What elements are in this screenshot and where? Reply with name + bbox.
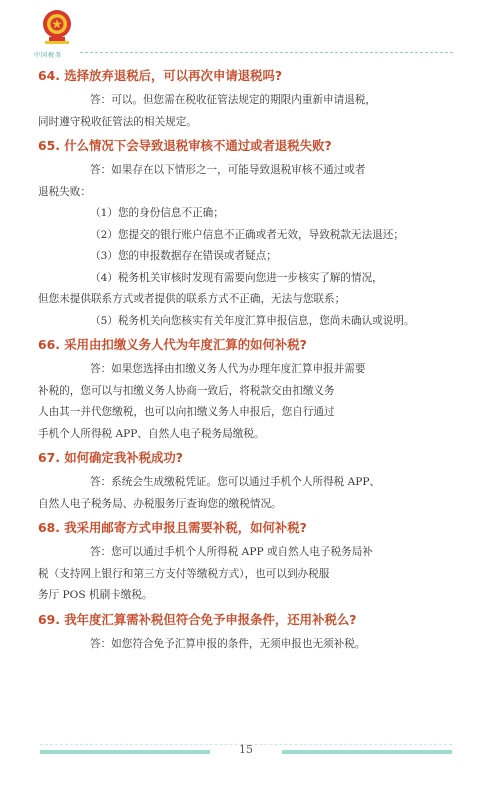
list-item: （1）您的身份信息不正确； [90,207,224,219]
answer-line: 答：如果存在以下情形之一，可能导致退税审核不通过或者 [90,164,366,176]
question-64: 64. 选择放弃退税后，可以再次申请退税吗? [38,68,283,83]
answer-line: 人由其一并代您缴税，也可以向扣缴义务人申报后，您自行通过 [38,406,335,418]
question-66: 66. 采用由扣缴义务人代为年度汇算的如何补税? [38,337,307,352]
answer-65 [38,160,458,332]
page-number: 15 [239,743,253,756]
answer-line: 补税的，您可以与扣缴义务人协商一致后，将税款交由扣缴义务 [38,384,335,397]
answer-line: 自然人电子税务局、办税服务厅查询您的缴税情况。 [38,497,282,510]
question-68: 68. 我采用邮寄方式申报且需要补税，如何补税? [38,520,307,535]
answer-64 [38,90,458,133]
emblem-caption: 中国税务 [34,52,63,59]
answer-line: 退税失败： [38,185,91,198]
answer-69 [38,634,458,656]
answer-line: 答：您可以通过手机个人所得税 APP 或自然人电子税务局补 [90,546,373,558]
answer-line: 答：如果您选择由扣缴义务人代为办理年度汇算申报并需要 [90,363,366,375]
answer-line: 务厅 POS 机刷卡缴税。 [38,589,153,601]
footer-bar-left [40,750,210,754]
footer-bar-right [282,750,452,754]
page-header [0,0,493,62]
national-emblem-icon [40,8,74,48]
answer-line: 答：系统会生成缴税凭证。您可以通过手机个人所得税 APP、 [90,476,381,488]
answer-line: 同时遵守税收征管法的相关规定。 [38,115,197,128]
header-divider [80,52,453,53]
answer-line: 税（支持网上银行和第三方支付等缴税方式），也可以到办税服 [38,567,330,580]
answer-67 [38,472,458,515]
question-67: 67. 如何确定我补税成功? [38,450,183,465]
answer-line: 答：可以。但您需在税收征管法规定的期限内重新申请退税， [90,94,377,106]
list-item: （5）税务机关向您核实有关年度汇算申报信息，您尚未确认或说明。 [90,314,415,327]
answer-line: 手机个人所得税 APP、自然人电子税务局缴税。 [38,427,265,440]
list-item: （4）税务机关审核时发现有需要向您进一步核实了解的情况， [90,271,383,284]
answer-line: 答：如您符合免予汇算申报的条件，无须申报也无须补税。 [90,637,366,650]
list-item-continuation: 但您未提供联系方式或者提供的联系方式不正确，无法与您联系； [38,293,346,305]
list-item: （2）您提交的银行账户信息不正确或者无效，导致税款无法退还； [90,228,404,241]
question-65: 65. 什么情况下会导致退税审核不通过或者退税失败? [38,138,332,153]
faq-content [38,66,458,655]
question-69: 69. 我年度汇算需补税但符合免予申报条件，还用补税么? [38,611,357,627]
answer-68 [38,542,458,607]
list-item: （3）您的申报数据存在错误或者疑点； [90,250,277,262]
answer-66 [38,359,458,445]
